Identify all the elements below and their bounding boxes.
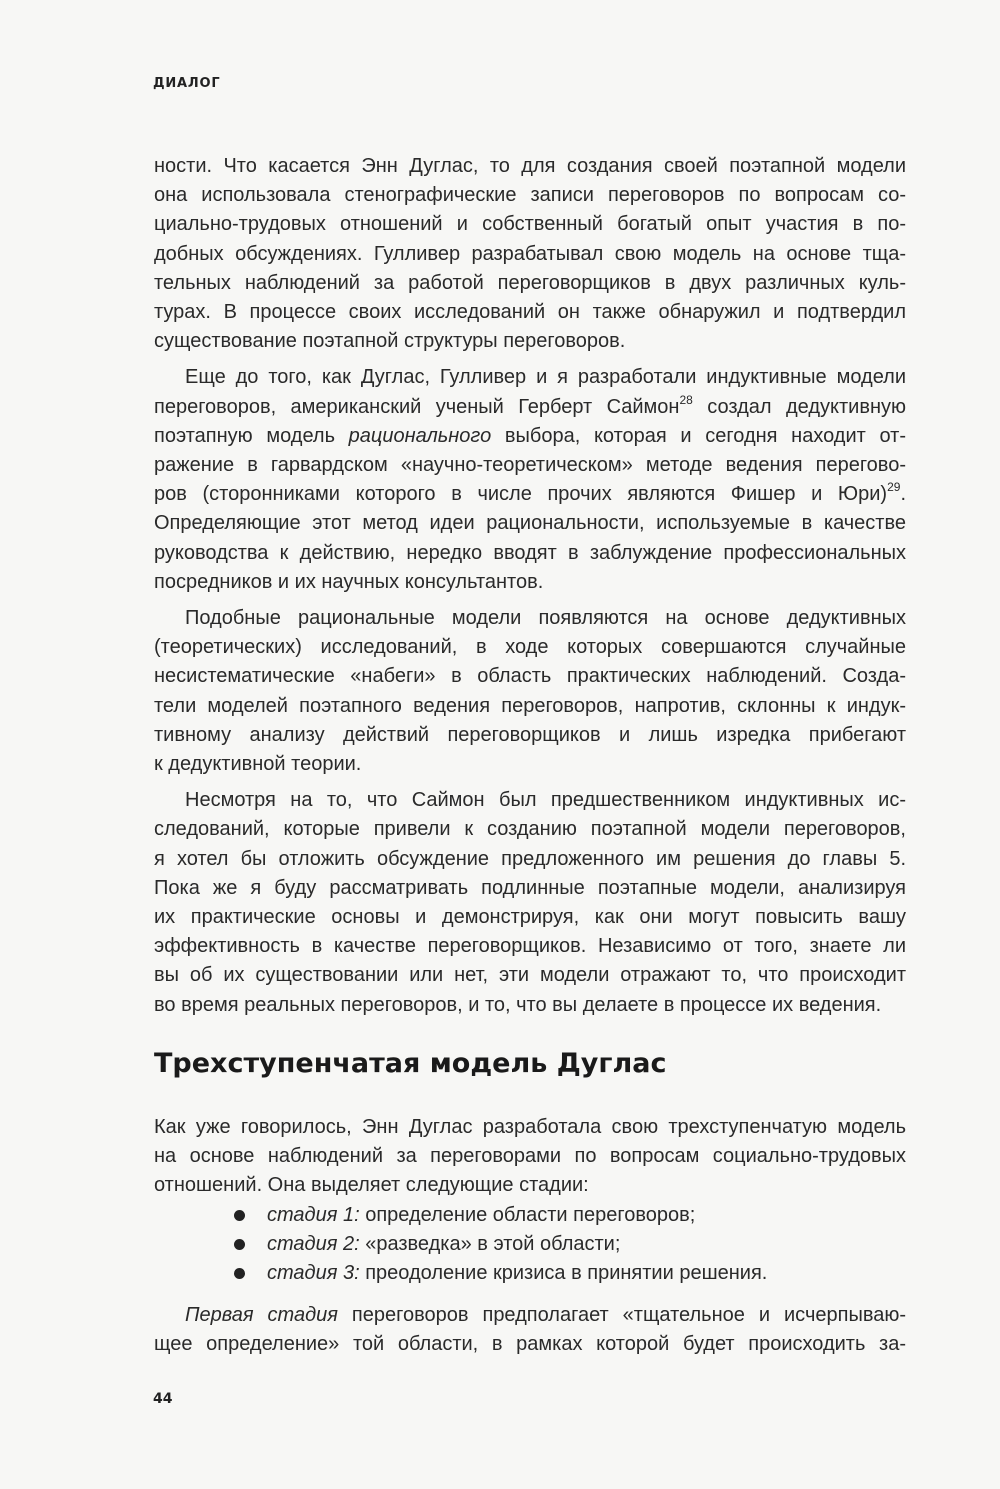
stage-list bbox=[154, 1201, 906, 1289]
text-line: добных обсуждениях. Гулливер разрабатывал свою модель на основе тща- bbox=[154, 242, 906, 265]
text-line: (теоретических) исследований, в ходе которых совершаются случайные bbox=[154, 636, 906, 659]
text-line: Еще до того, как Дуглас, Гулливер и я разработали индуктивные модели bbox=[185, 366, 906, 389]
text-line: щее определение» той области, в рамках которой будет происходить за- bbox=[154, 1333, 906, 1356]
text-line bbox=[154, 393, 906, 422]
text-line: ности. Что касается Энн Дуглас, то для создания своей поэтапной модели bbox=[154, 155, 906, 177]
text-line: я хотел бы отложить обсуждение предложенного им решения до главы 5. bbox=[154, 847, 906, 870]
text-run: переговоров предполагает «тщательное и исчерпываю- bbox=[337, 1304, 906, 1327]
paragraph-3 bbox=[154, 604, 906, 779]
paragraph-1 bbox=[154, 152, 906, 356]
text-run: переговоров, американский ученый Герберт Саймон bbox=[154, 395, 680, 418]
section-heading: Трехступенчатая модель Дуглас bbox=[154, 1048, 667, 1079]
text-line: существование поэтапной структуры переговоров. bbox=[154, 330, 626, 353]
text-line: тели моделей поэтапного ведения переговоров, напротив, склонны к индук- bbox=[154, 694, 906, 717]
text-line: к дедуктивной теории. bbox=[154, 753, 362, 776]
text-line bbox=[154, 480, 906, 509]
text-run: поэтапную модель bbox=[154, 424, 349, 447]
paragraph-intro bbox=[154, 1113, 906, 1201]
text-run: создал дедуктивную bbox=[692, 395, 906, 418]
page-number: 44 bbox=[153, 1391, 173, 1407]
text-line: тельных наблюдений за работой переговорщиков в двух различных куль- bbox=[154, 271, 906, 294]
text-line: руководства к действию, нередко вводят в заблуждение профессиональных bbox=[154, 541, 906, 564]
text-line bbox=[154, 1301, 906, 1330]
text-line: отношений. Она выделяет следующие стадии: bbox=[154, 1174, 589, 1197]
text-line: ражение в гарвардском «научно-теоретическом» методе ведения перегово- bbox=[154, 454, 906, 477]
paragraph-closing bbox=[154, 1301, 906, 1359]
running-header: ДИАЛОГ bbox=[153, 76, 221, 91]
body-text-bottom bbox=[154, 1113, 906, 1367]
body-text-top bbox=[154, 152, 906, 1027]
emphasis: рационального bbox=[348, 424, 492, 447]
text-line: Пока же я буду рассматривать подлинные поэтапные модели, анализируя bbox=[154, 876, 906, 899]
bullet-icon bbox=[234, 1239, 245, 1250]
stage-text: преодоление кризиса в принятии решения. bbox=[359, 1262, 768, 1285]
text-line: на основе наблюдений за переговорами по вопросам социально-трудовых bbox=[154, 1145, 906, 1168]
text-line: вы об их существовании или нет, эти модели отражают то, что происходит bbox=[154, 964, 906, 987]
list-item bbox=[154, 1230, 906, 1259]
text-run: ров (сторонниками которого в числе прочих являются Фишер и Юри) bbox=[154, 483, 888, 506]
text-line: Определяющие этот метод идеи рациональности, используемые в качестве bbox=[154, 512, 906, 535]
stage-text: определение области переговоров; bbox=[359, 1203, 696, 1226]
text-line: она использовала стенографические записи переговоров по вопросам со- bbox=[154, 184, 906, 207]
footnote-ref-28: 28 bbox=[679, 392, 693, 407]
emphasis: Первая стадия bbox=[185, 1304, 338, 1327]
list-item bbox=[154, 1201, 906, 1230]
paragraph-4 bbox=[154, 786, 906, 1020]
text-run: . bbox=[900, 483, 906, 506]
text-line: следований, которые привели к созданию поэтапной модели переговоров, bbox=[154, 818, 906, 841]
list-item bbox=[154, 1259, 906, 1288]
paragraph-2 bbox=[154, 363, 906, 597]
text-line: несистематические «набеги» в область практических наблюдений. Созда- bbox=[154, 665, 906, 688]
footnote-ref-29: 29 bbox=[887, 480, 901, 495]
text-line: циально-трудовых отношений и собственный богатый опыт участия в по- bbox=[154, 213, 906, 236]
text-run: выбора, которая и сегодня находит от- bbox=[491, 424, 906, 447]
stage-text: «разведка» в этой области; bbox=[359, 1232, 621, 1255]
bullet-icon bbox=[234, 1268, 245, 1279]
text-line: их практические основы и демонстрируя, как они могут повысить вашу bbox=[154, 906, 906, 929]
text-line: тивному анализу действий переговорщиков и лишь изредка прибегают bbox=[154, 723, 906, 746]
text-line: Подобные рациональные модели появляются на основе дедуктивных bbox=[185, 607, 906, 630]
stage-label: стадия 1: bbox=[267, 1203, 360, 1226]
stage-label: стадия 2: bbox=[267, 1232, 360, 1255]
text-line bbox=[154, 422, 906, 451]
stage-label: стадия 3: bbox=[267, 1262, 360, 1285]
text-line: посредников и их научных консультантов. bbox=[154, 570, 544, 593]
text-line: Несмотря на то, что Саймон был предшественником индуктивных ис- bbox=[185, 789, 906, 812]
text-line: турах. В процессе своих исследований он также обнаружил и подтвердил bbox=[154, 301, 906, 324]
text-line: Как уже говорилось, Энн Дуглас разработала свою трехступенчатую модель bbox=[154, 1116, 906, 1138]
text-line: эффективность в качестве переговорщиков. Независимо от того, знаете ли bbox=[154, 935, 906, 958]
text-line: во время реальных переговоров, и то, что вы делаете в процессе их ведения. bbox=[154, 993, 882, 1016]
bullet-icon bbox=[234, 1210, 245, 1221]
